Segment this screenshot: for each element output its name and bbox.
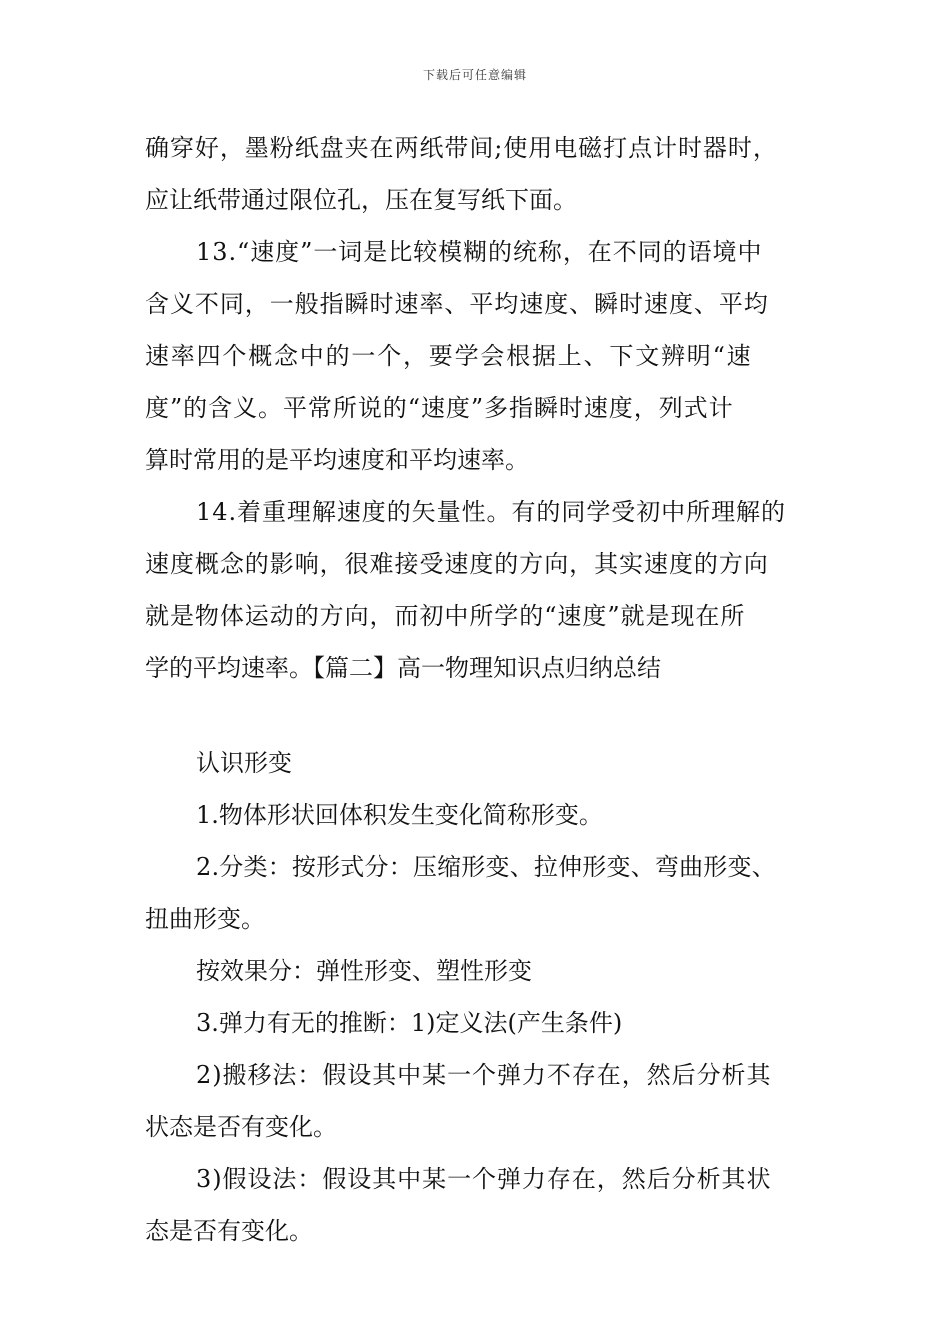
text-line: 度”的含义。平常所说的“速度”多指瞬时速度，列式计 (145, 394, 734, 422)
text-line: 应让纸带通过限位孔，压在复写纸下面。 (145, 186, 577, 214)
list-item: 2)搬移法：假设其中某一个弹力不存在，然后分析其 (196, 1061, 772, 1089)
text-line: 确穿好，墨粉纸盘夹在两纸带间;使用电磁打点计时器时， (145, 134, 778, 162)
page-header: 下载后可任意编辑 (422, 68, 527, 82)
text-line: 含义不同，一般指瞬时速率、平均速度、瞬时速度、平均 (145, 290, 769, 318)
paragraph-14-start: 14.着重理解速度的矢量性。有的同学受初中所理解的 (196, 498, 786, 526)
text-line: 就是物体运动的方向，而初中所学的“速度”就是现在所 (145, 602, 746, 630)
text-line: 扭曲形变。 (145, 905, 265, 933)
list-item: 2.分类：按形式分：压缩形变、拉伸形变、弯曲形变、 (196, 853, 776, 881)
document-body (145, 122, 810, 1257)
text-line: 速率四个概念中的一个，要学会根据上、下文辨明“速 (145, 342, 753, 370)
text-line: 状态是否有变化。 (145, 1113, 337, 1141)
text-line: 态是否有变化。 (145, 1217, 313, 1245)
paragraph-13-start: 13.“速度”一词是比较模糊的统称，在不同的语境中 (196, 238, 763, 266)
text-line: 速度概念的影响，很难接受速度的方向，其实速度的方向 (145, 550, 769, 578)
list-item: 3.弹力有无的推断：1)定义法(产生条件) (196, 1009, 623, 1037)
text-line: 学的平均速率。【篇二】高一物理知识点归纳总结 (145, 654, 661, 682)
list-item: 3)假设法：假设其中某一个弹力存在，然后分析其状 (196, 1165, 772, 1193)
list-item: 1.物体形状回体积发生变化简称形变。 (196, 801, 603, 829)
section-gap (145, 694, 810, 737)
list-item: 按效果分：弹性形变、塑性形变 (196, 957, 532, 985)
text-line: 算时常用的是平均速度和平均速率。 (145, 446, 529, 474)
section-heading: 认识形变 (196, 749, 292, 777)
